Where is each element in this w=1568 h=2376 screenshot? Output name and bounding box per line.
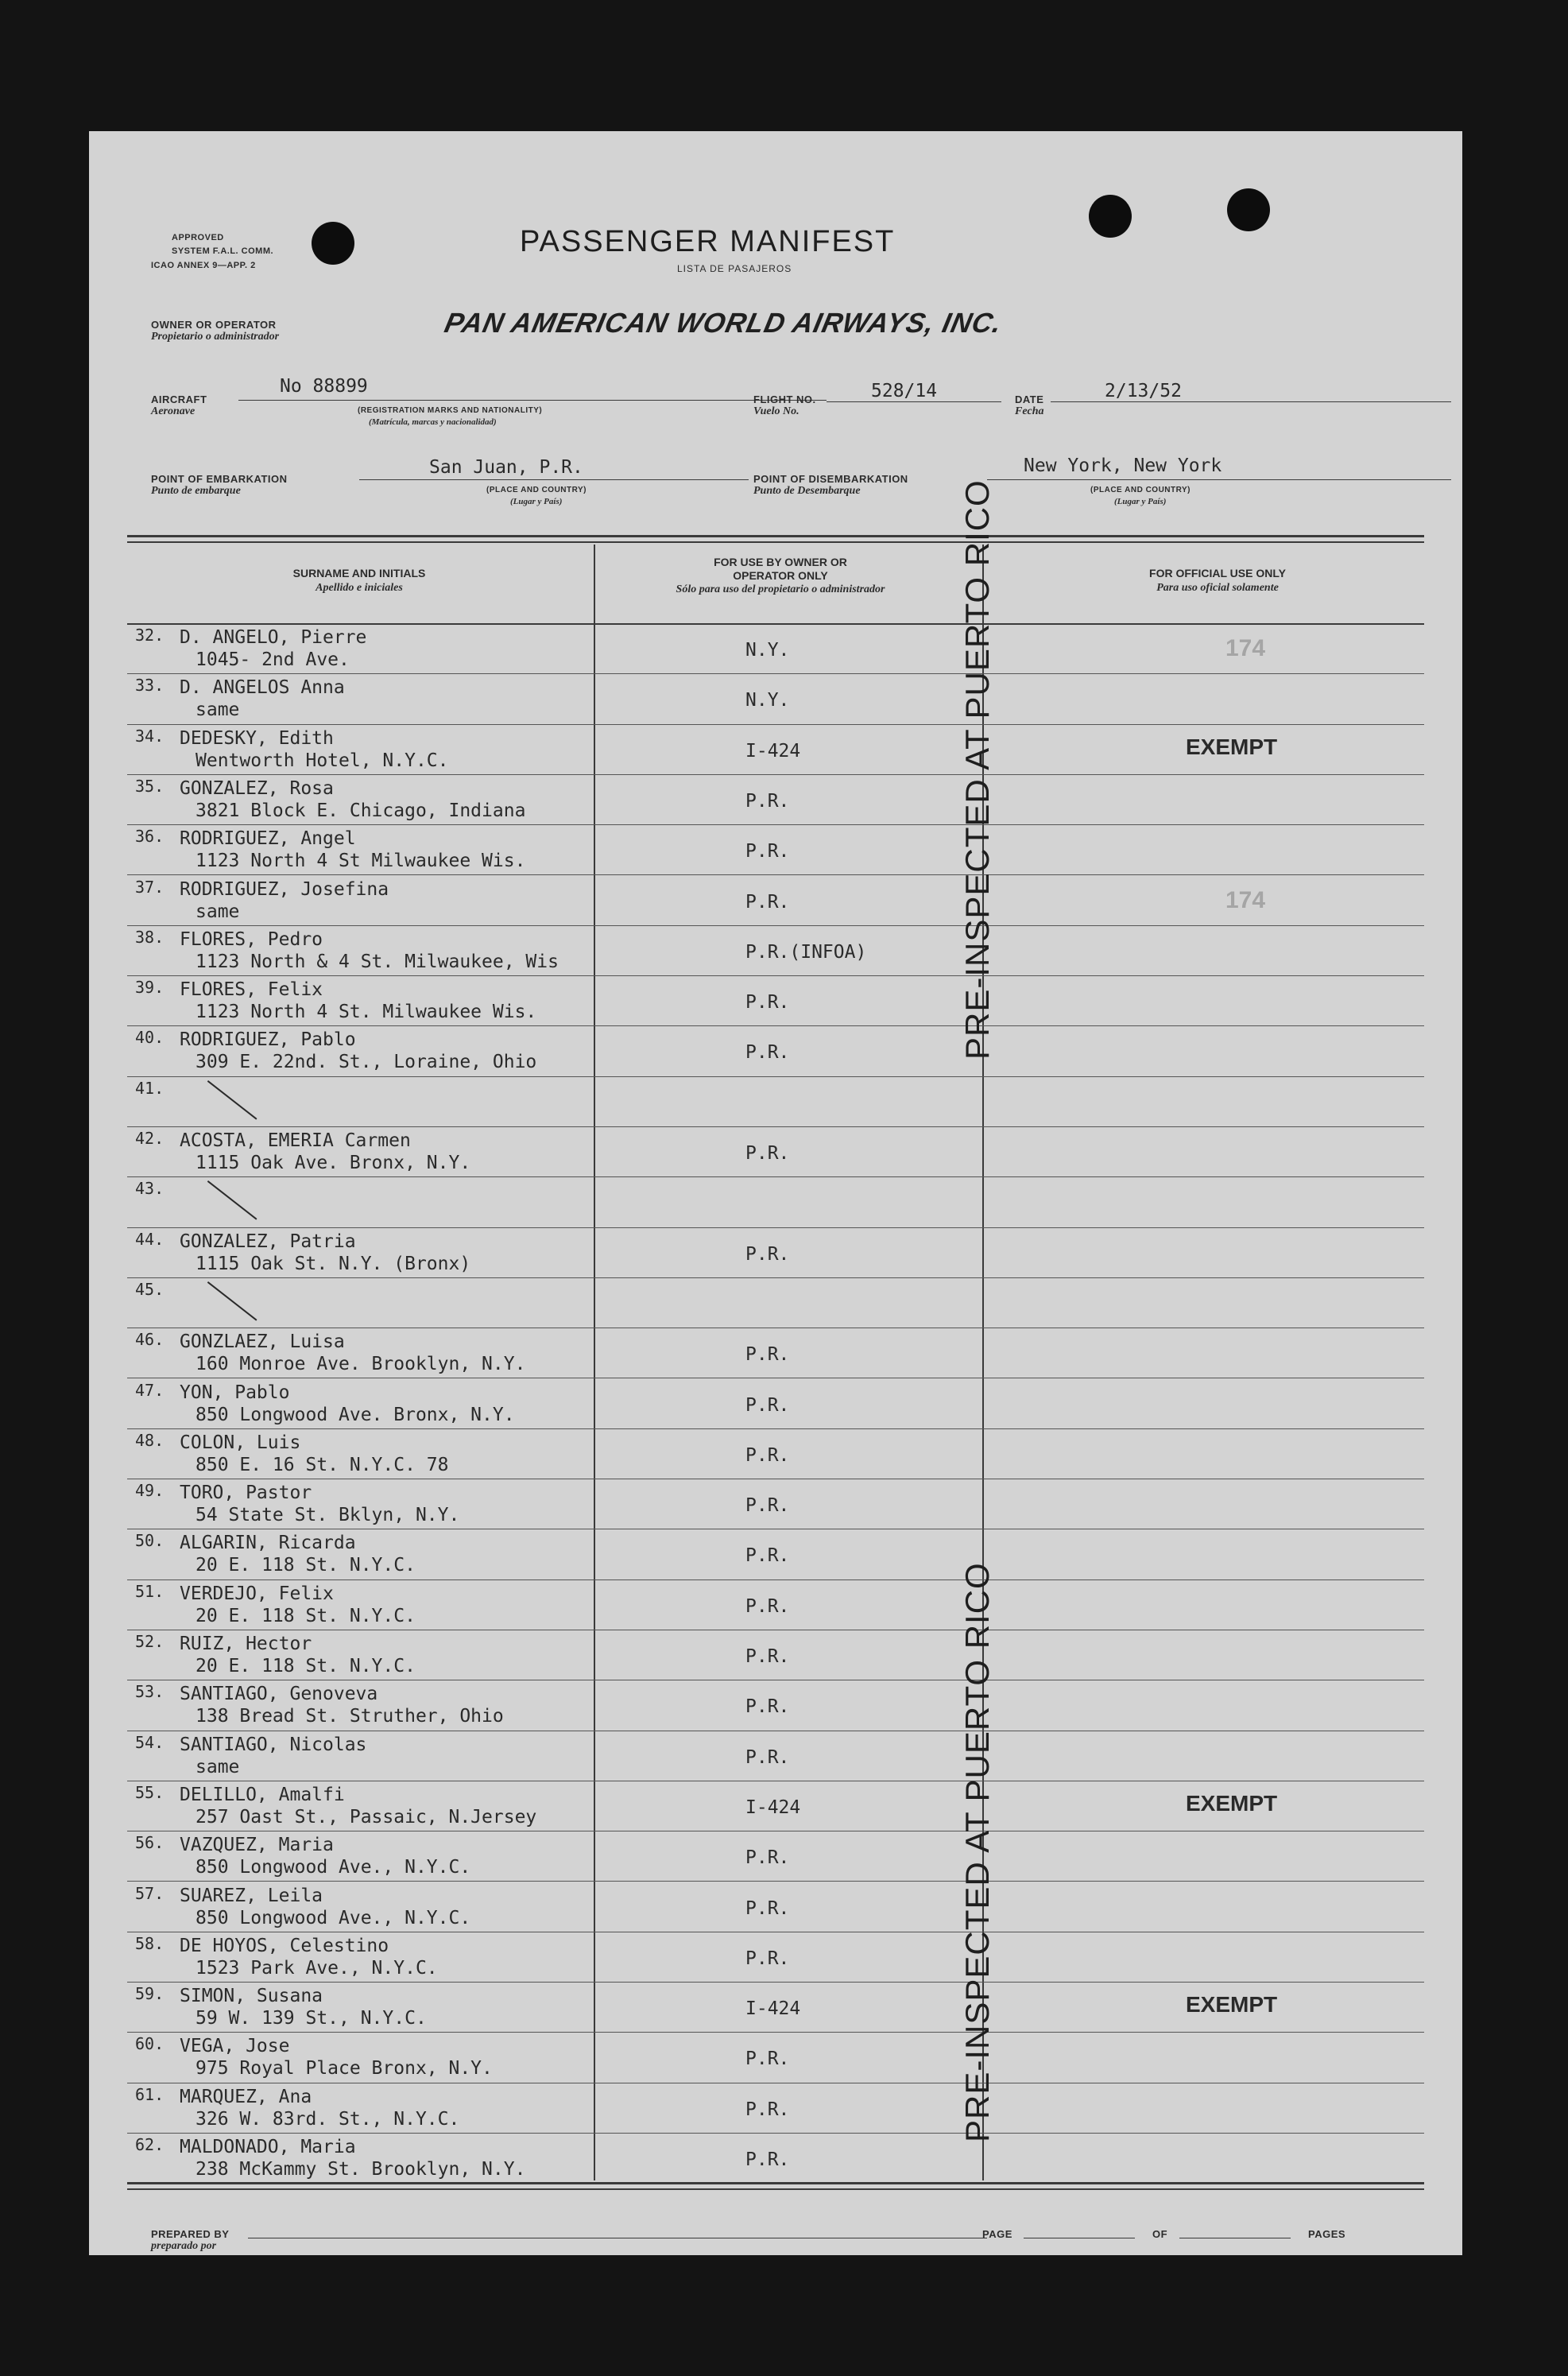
- table-row: [89, 624, 1462, 674]
- aircraft-label-es: Aeronave: [151, 405, 196, 417]
- manifest-sheet: [89, 131, 1462, 2255]
- row-number: 37.: [135, 877, 165, 897]
- passenger-name: D. ANGELO, Pierre: [180, 627, 367, 648]
- table-row: [89, 2134, 1462, 2184]
- strike-mark: [207, 1281, 257, 1321]
- operator-code: P.R.: [745, 1646, 790, 1667]
- passenger-address: 1123 North 4 St Milwaukee Wis.: [196, 851, 526, 872]
- operator-code: P.R.: [745, 1243, 790, 1265]
- passenger-name: MALDONADO, Maria: [180, 2137, 356, 2157]
- row-number: 43.: [135, 1179, 165, 1199]
- place-caption-es: (Lugar y País): [510, 497, 563, 506]
- row-number: 56.: [135, 1833, 165, 1853]
- strike-mark: [207, 1180, 257, 1220]
- table-row: [89, 1580, 1462, 1630]
- passenger-address: 20 E. 118 St. N.Y.C.: [196, 1605, 416, 1626]
- table-row: [89, 976, 1462, 1026]
- row-number: 36.: [135, 827, 165, 847]
- col-operator-header: FOR USE BY OWNER OR OPERATOR ONLY Sólo para uso del propietario o administrador: [676, 556, 885, 595]
- table-row: [89, 1379, 1462, 1429]
- passenger-address: 850 E. 16 St. N.Y.C. 78: [196, 1454, 449, 1475]
- operator-code: N.Y.: [745, 640, 790, 661]
- row-number: 38.: [135, 927, 165, 947]
- row-number: 47.: [135, 1380, 165, 1400]
- row-number: 54.: [135, 1732, 165, 1752]
- passenger-name: DEDESKY, Edith: [180, 727, 334, 749]
- embark-underline: [359, 479, 749, 480]
- exempt-stamp: EXEMPT: [1186, 1790, 1278, 1816]
- date-label: DATE: [1015, 393, 1044, 405]
- table-top-rule: [127, 541, 1424, 543]
- passenger-name: MARQUEZ, Ana: [180, 2086, 312, 2107]
- passenger-name: D. ANGELOS Anna: [180, 677, 345, 699]
- operator-code: P.R.: [745, 1948, 790, 1969]
- table-row: [89, 1479, 1462, 1529]
- passenger-address: 160 Monroe Ave. Brooklyn, N.Y.: [196, 1354, 526, 1375]
- table-row: [89, 1278, 1462, 1328]
- operator-code: P.R.: [745, 1444, 790, 1466]
- row-number: 48.: [135, 1430, 165, 1450]
- approval-line: SYSTEM F.A.L. COMM.: [172, 246, 274, 256]
- passenger-address: 1115 Oak St. N.Y. (Bronx): [196, 1253, 471, 1274]
- row-number: 59.: [135, 1984, 165, 2004]
- col-official-header: FOR OFFICIAL USE ONLY Para uso oficial solamente: [1149, 567, 1286, 594]
- passenger-address: 54 State St. Bklyn, N.Y.: [196, 1505, 460, 1526]
- passenger-name: DELILLO, Amalfi: [180, 1784, 345, 1805]
- passenger-name: RODRIGUEZ, Pablo: [180, 1029, 356, 1051]
- row-number: 45.: [135, 1279, 165, 1299]
- table-row: [89, 775, 1462, 825]
- aircraft-label: AIRCRAFT: [151, 393, 207, 405]
- passenger-address: 20 E. 118 St. N.Y.C.: [196, 1656, 416, 1676]
- row-number: 52.: [135, 1632, 165, 1651]
- page-title: PASSENGER MANIFEST: [520, 225, 896, 258]
- operator-code: P.R.: [745, 790, 790, 812]
- row-number: 46.: [135, 1330, 165, 1350]
- passenger-name: FLORES, Felix: [180, 979, 323, 1001]
- passenger-name: RODRIGUEZ, Angel: [180, 828, 356, 850]
- table-row: [89, 1127, 1462, 1177]
- row-number: 51.: [135, 1581, 165, 1601]
- row-number: 41.: [135, 1078, 165, 1098]
- aircraft-value: No 88899: [280, 376, 368, 397]
- disembark-label: POINT OF DISEMBARKATION: [753, 473, 908, 485]
- passenger-address: same: [196, 1756, 240, 1777]
- operator-code: P.R.: [745, 1847, 790, 1869]
- operator-code: P.R.: [745, 1545, 790, 1567]
- approval-line: ICAO ANNEX 9—APP. 2: [151, 261, 256, 270]
- owner-label-es: Propietario o administrador: [151, 331, 280, 343]
- embark-label: POINT OF EMBARKATION: [151, 473, 288, 485]
- disembark-label-es: Punto de Desembarque: [753, 485, 861, 497]
- passenger-name: TORO, Pastor: [180, 1483, 312, 1504]
- table-row: [89, 1731, 1462, 1781]
- passenger-address: 1123 North 4 St. Milwaukee Wis.: [196, 1002, 537, 1023]
- col-name-header: SURNAME AND INITIALS Apellido e iniciales: [292, 567, 426, 594]
- date-value: 2/13/52: [1105, 381, 1182, 401]
- operator-code: P.R.: [745, 1595, 790, 1617]
- table-row: [89, 825, 1462, 875]
- punch-hole: [1089, 195, 1132, 238]
- table-row: [89, 1529, 1462, 1579]
- registration-caption: (REGISTRATION MARKS AND NATIONALITY): [358, 406, 543, 415]
- table-row: [89, 1882, 1462, 1932]
- row-number: 33.: [135, 676, 165, 696]
- row-number: 49.: [135, 1481, 165, 1501]
- passenger-name: DE HOYOS, Celestino: [180, 1935, 389, 1956]
- passenger-address: 1123 North & 4 St. Milwaukee, Wis: [196, 951, 559, 972]
- passenger-address: 59 W. 139 St., N.Y.C.: [196, 2008, 427, 2029]
- row-number: 39.: [135, 978, 165, 998]
- row-number: 44.: [135, 1229, 165, 1249]
- place-caption: (PLACE AND COUNTRY): [486, 486, 587, 494]
- table-row: [89, 725, 1462, 775]
- approval-line: APPROVED: [172, 233, 224, 242]
- embark-value: San Juan, P.R.: [429, 457, 583, 478]
- passenger-address: 1045- 2nd Ave.: [196, 649, 350, 670]
- row-number: 57.: [135, 1883, 165, 1903]
- passenger-address: 975 Royal Place Bronx, N.Y.: [196, 2058, 493, 2079]
- row-number: 32.: [135, 626, 165, 645]
- table-row: [89, 1429, 1462, 1479]
- table-row: [89, 1781, 1462, 1831]
- official-mark: 174: [1225, 886, 1266, 913]
- table-row: [89, 1680, 1462, 1731]
- registration-caption-es: (Matrícula, marcas y nacionalidad): [369, 417, 497, 427]
- passenger-address: 850 Longwood Ave., N.Y.C.: [196, 1907, 471, 1928]
- passenger-name: RODRIGUEZ, Josefina: [180, 878, 389, 900]
- operator-code: P.R.(INFOA): [745, 941, 867, 963]
- passenger-name: GONZALEZ, Rosa: [180, 777, 334, 799]
- passenger-address: 850 Longwood Ave. Bronx, N.Y.: [196, 1404, 515, 1425]
- table-row: [89, 1328, 1462, 1378]
- disembark-underline: [987, 479, 1451, 480]
- row-number: 62.: [135, 2135, 165, 2154]
- row-number: 58.: [135, 1933, 165, 1953]
- exempt-stamp: EXEMPT: [1186, 1992, 1278, 2017]
- table-row: [89, 1630, 1462, 1680]
- passenger-name: SIMON, Susana: [180, 1986, 323, 2007]
- operator-code: P.R.: [745, 1143, 790, 1164]
- passenger-name: GONZLAEZ, Luisa: [180, 1331, 345, 1353]
- row-number: 60.: [135, 2034, 165, 2054]
- passenger-address: 1523 Park Ave., N.Y.C.: [196, 1957, 438, 1979]
- table-bottom-rule: [127, 2182, 1424, 2184]
- table-bottom-rule: [127, 2188, 1424, 2190]
- punch-hole: [1227, 188, 1270, 231]
- passenger-name: RUIZ, Hector: [180, 1634, 312, 1654]
- operator-code: I-424: [745, 1998, 801, 2020]
- aircraft-underline: [238, 400, 827, 401]
- flight-value: 528/14: [871, 381, 938, 401]
- operator-code: P.R.: [745, 1696, 790, 1718]
- row-number: 61.: [135, 2084, 165, 2104]
- passenger-address: 238 McKammy St. Brooklyn, N.Y.: [196, 2159, 526, 2180]
- passenger-address: 850 Longwood Ave., N.Y.C.: [196, 1857, 471, 1878]
- row-number: 40.: [135, 1028, 165, 1048]
- flight-label: FLIGHT NO.: [753, 393, 816, 405]
- place-caption-es: (Lugar y País): [1114, 497, 1167, 506]
- table-row: [89, 674, 1462, 724]
- passenger-address: same: [196, 700, 240, 721]
- table-row: [89, 1026, 1462, 1076]
- operator-code: P.R.: [745, 2099, 790, 2120]
- date-underline: [1051, 401, 1451, 402]
- table-row: [89, 876, 1462, 926]
- operator-code: P.R.: [745, 2048, 790, 2070]
- operator-code: N.Y.: [745, 690, 790, 711]
- place-caption: (PLACE AND COUNTRY): [1090, 486, 1191, 494]
- prepared-label-es: preparado por: [151, 2240, 217, 2252]
- passenger-name: SANTIAGO, Nicolas: [180, 1734, 367, 1755]
- operator-code: I-424: [745, 740, 801, 762]
- table-row: [89, 2083, 1462, 2134]
- passenger-name: VEGA, Jose: [180, 2036, 290, 2057]
- punch-hole: [312, 222, 354, 265]
- passenger-name: FLORES, Pedro: [180, 928, 323, 950]
- operator-code: P.R.: [745, 1042, 790, 1064]
- table-row: [89, 2033, 1462, 2083]
- official-mark: 174: [1225, 635, 1266, 661]
- operator-code: P.R.: [745, 1394, 790, 1416]
- prepared-label: PREPARED BY: [151, 2228, 230, 2240]
- table-row: [89, 1831, 1462, 1882]
- flight-underline: [827, 401, 1001, 402]
- row-number: 34.: [135, 726, 165, 746]
- passenger-address: Wentworth Hotel, N.Y.C.: [196, 750, 449, 771]
- exempt-stamp: EXEMPT: [1186, 734, 1278, 759]
- operator-code: P.R.: [745, 992, 790, 1014]
- operator-code: P.R.: [745, 2149, 790, 2170]
- passenger-name: YON, Pablo: [180, 1382, 290, 1403]
- passenger-address: 257 Oast St., Passaic, N.Jersey: [196, 1806, 537, 1828]
- operator-code: I-424: [745, 1797, 801, 1818]
- row-number: 50.: [135, 1531, 165, 1551]
- passenger-name: SANTIAGO, Genoveva: [180, 1684, 378, 1705]
- passenger-address: 138 Bread St. Struther, Ohio: [196, 1706, 504, 1727]
- passenger-address: 1115 Oak Ave. Bronx, N.Y.: [196, 1153, 471, 1173]
- passenger-address: 326 W. 83rd. St., N.Y.C.: [196, 2108, 460, 2130]
- page-label: PAGE: [982, 2228, 1012, 2240]
- operator-code: P.R.: [745, 891, 790, 913]
- table-row: [89, 1228, 1462, 1278]
- passenger-address: 20 E. 118 St. N.Y.C.: [196, 1555, 416, 1576]
- owner-label: OWNER OR OPERATOR: [151, 319, 277, 331]
- row-number: 55.: [135, 1782, 165, 1802]
- passenger-name: VAZQUEZ, Maria: [180, 1835, 334, 1856]
- passenger-name: ALGARIN, Ricarda: [180, 1533, 356, 1554]
- flight-label-es: Vuelo No.: [753, 405, 799, 417]
- of-label: OF: [1152, 2228, 1168, 2240]
- passenger-address: 309 E. 22nd. St., Loraine, Ohio: [196, 1052, 537, 1073]
- table-row: [89, 1932, 1462, 1983]
- page-subtitle: LISTA DE PASAJEROS: [677, 263, 792, 274]
- row-number: 35.: [135, 776, 165, 796]
- owner-value: PAN AMERICAN WORLD AIRWAYS, INC.: [441, 308, 1005, 339]
- operator-code: P.R.: [745, 1897, 790, 1919]
- operator-code: P.R.: [745, 1495, 790, 1517]
- table-row: [89, 1177, 1462, 1227]
- table-row: [89, 1077, 1462, 1127]
- disembark-value: New York, New York: [1024, 455, 1222, 476]
- passenger-address: 3821 Block E. Chicago, Indiana: [196, 800, 526, 821]
- date-label-es: Fecha: [1015, 405, 1044, 417]
- strike-mark: [207, 1080, 257, 1120]
- passenger-name: ACOSTA, EMERIA Carmen: [180, 1130, 411, 1151]
- passenger-address: same: [196, 901, 240, 922]
- table-top-rule: [127, 535, 1424, 537]
- operator-code: P.R.: [745, 1344, 790, 1366]
- passenger-name: GONZALEZ, Patria: [180, 1231, 356, 1252]
- preinspected-stamp: PRE-INSPECTED AT PUERTO RICO: [958, 479, 996, 1060]
- passenger-name: VERDEJO, Felix: [180, 1583, 334, 1604]
- embark-label-es: Punto de embarque: [151, 485, 241, 497]
- passenger-name: COLON, Luis: [180, 1432, 301, 1453]
- row-number: 53.: [135, 1682, 165, 1702]
- preinspected-stamp: PRE-INSPECTED AT PUERTO RICO: [958, 1562, 996, 2142]
- pages-label: PAGES: [1308, 2228, 1346, 2240]
- operator-code: P.R.: [745, 841, 790, 862]
- row-number: 42.: [135, 1129, 165, 1148]
- operator-code: P.R.: [745, 1746, 790, 1768]
- table-row: [89, 926, 1462, 976]
- table-row: [89, 1983, 1462, 2033]
- passenger-name: SUAREZ, Leila: [180, 1885, 323, 1906]
